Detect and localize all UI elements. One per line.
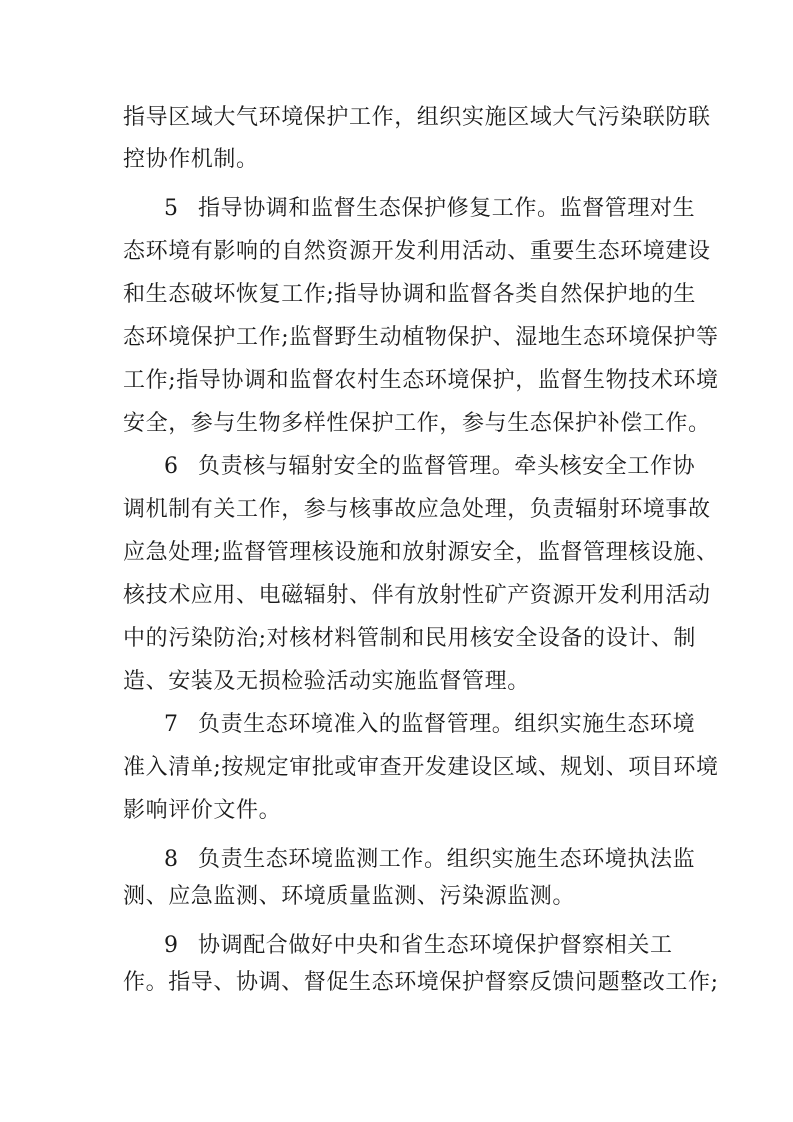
text-line xyxy=(123,882,575,912)
text-line-content: 负责核与辐射安全的监督管理。牵头核安全工作协 xyxy=(198,454,696,479)
text-line-content: 协调配合做好中央和省生态环境保护督察相关工 xyxy=(198,933,673,958)
text-line xyxy=(123,495,711,525)
paragraph-9-first-line xyxy=(164,931,673,961)
paragraph-8-first-line xyxy=(164,845,695,875)
text-line-content: 造、安装及无损检验活动实施监督管理。 xyxy=(123,669,530,694)
text-line-content: 工作;指导协调和监督农村生态环境保护，监督生物技术环境 xyxy=(123,368,719,393)
text-line-content: 影响评价文件。 xyxy=(123,798,282,823)
text-line-content: 测、应急监测、环境质量监测、污染源监测。 xyxy=(123,884,576,909)
text-line-content: 负责生态环境监测工作。组织实施生态环境执法监 xyxy=(198,847,696,872)
text-line-content: 控协作机制。 xyxy=(123,147,259,172)
text-line xyxy=(123,366,719,396)
text-line xyxy=(123,538,719,568)
text-line xyxy=(123,796,281,826)
text-line-content: 态环境有影响的自然资源开发利用活动、重要生态环境建设 xyxy=(123,239,711,264)
text-line xyxy=(123,409,711,439)
paragraph-5-first-line xyxy=(164,194,695,224)
text-line xyxy=(123,103,711,133)
text-line-content: 应急处理;监督管理核设施和放射源安全，监督管理核设施、 xyxy=(123,540,719,565)
text-line-content: 指导区域大气环境保护工作，组织实施区域大气污染联防联 xyxy=(123,105,711,130)
text-line-content: 态环境保护工作;监督野生动植物保护、湿地生态环境保护等 xyxy=(123,325,719,350)
text-line xyxy=(123,968,719,998)
text-line xyxy=(123,753,719,783)
text-line-content: 作。指导、协调、督促生态环境保护督察反馈问题整改工作; xyxy=(123,970,719,995)
text-line-content: 指导协调和监督生态保护修复工作。监督管理对生 xyxy=(198,196,696,221)
text-line-content: 准入清单;按规定审批或审查开发建设区域、规划、项目环境 xyxy=(123,755,719,780)
text-line xyxy=(123,323,719,353)
item-number: 9 xyxy=(164,933,179,958)
text-line-content: 安全，参与生物多样性保护工作，参与生态保护补偿工作。 xyxy=(123,411,711,436)
text-line-content: 调机制有关工作，参与核事故应急处理，负责辐射环境事故 xyxy=(123,497,711,522)
text-line xyxy=(123,581,711,611)
text-line xyxy=(123,280,696,310)
text-line xyxy=(123,237,711,267)
item-number: 5 xyxy=(164,196,179,221)
paragraph-6-first-line xyxy=(164,452,695,482)
item-number: 6 xyxy=(164,454,179,479)
text-line-content: 中的污染防治;对核材料管制和民用核安全设备的设计、制 xyxy=(123,626,697,651)
text-line xyxy=(123,624,696,654)
paragraph-7-first-line xyxy=(164,710,695,740)
text-line xyxy=(123,145,259,175)
text-line-content: 核技术应用、电磁辐射、伴有放射性矿产资源开发利用活动 xyxy=(123,583,711,608)
text-line-content: 负责生态环境准入的监督管理。组织实施生态环境 xyxy=(198,712,696,737)
item-number: 7 xyxy=(164,712,179,737)
text-line xyxy=(123,667,530,697)
item-number: 8 xyxy=(164,847,179,872)
text-line-content: 和生态破坏恢复工作;指导协调和监督各类自然保护地的生 xyxy=(123,282,697,307)
